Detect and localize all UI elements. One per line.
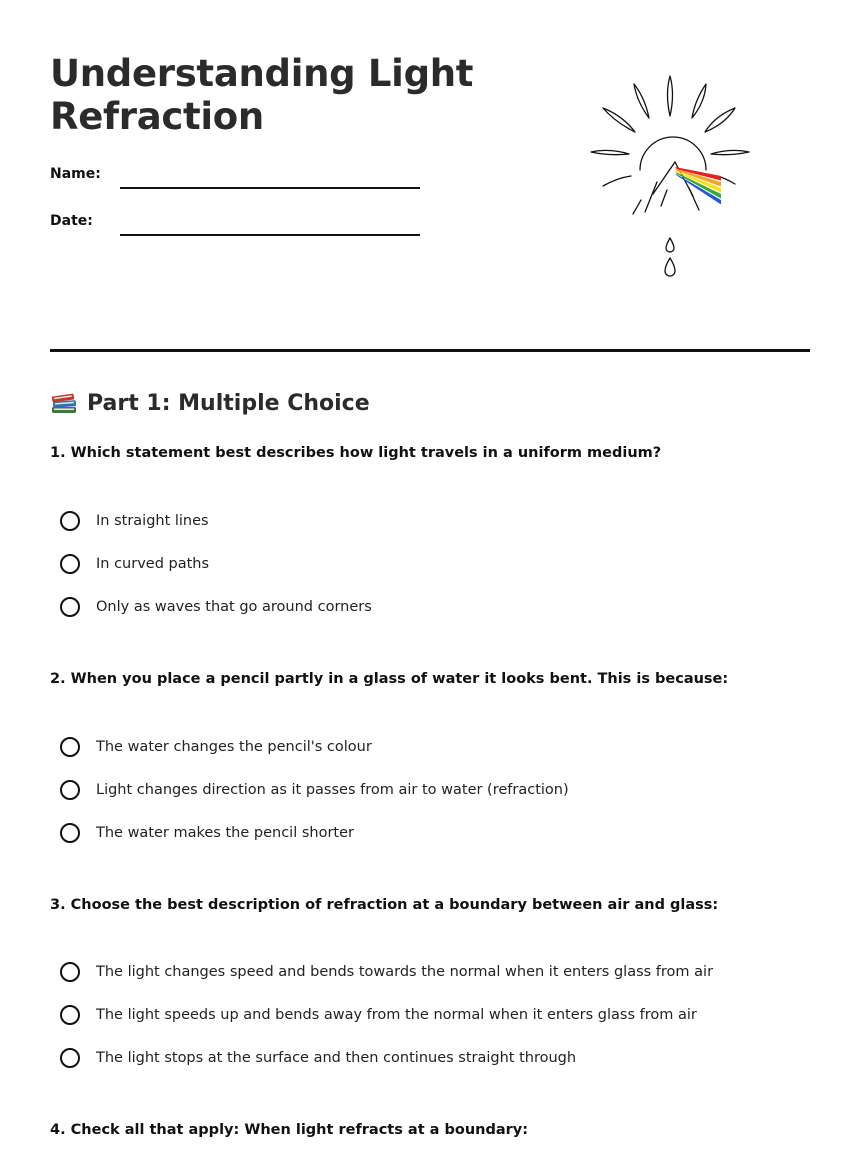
q3-option-1[interactable] — [60, 962, 713, 982]
sun-prism-raindrop-icon — [585, 72, 755, 287]
radio-button[interactable] — [60, 597, 80, 617]
question-4: 4. Check all that apply: When light refracts at a boundary: — [50, 1122, 529, 1138]
option-label: Only as waves that go around corners — [96, 599, 372, 615]
radio-button[interactable] — [60, 823, 80, 843]
radio-button[interactable] — [60, 962, 80, 982]
option-label: The light changes speed and bends towards the normal when it enters glass from air — [96, 964, 714, 980]
option-label: In curved paths — [96, 556, 210, 572]
option-label: The light speeds up and bends away from the normal when it enters glass from air — [96, 1007, 697, 1023]
q2-option-2[interactable] — [60, 780, 569, 800]
question-2: 2. When you place a pencil partly in a glass of water it looks bent. This is because: — [50, 671, 729, 687]
radio-button[interactable] — [60, 1005, 80, 1025]
option-label: In straight lines — [96, 513, 209, 529]
title-line-2: Refraction — [50, 95, 264, 138]
option-label: The water makes the pencil shorter — [96, 825, 354, 841]
q1-option-3[interactable] — [60, 597, 372, 617]
question-1: 1. Which statement best describes how light travels in a uniform medium? — [50, 445, 662, 461]
section-title-text: Part 1: Multiple Choice — [87, 390, 370, 416]
header-divider — [50, 349, 810, 352]
title-line-1: Understanding Light — [50, 52, 474, 95]
radio-button[interactable] — [60, 554, 80, 574]
option-label: The light stops at the surface and then continues straight through — [96, 1050, 577, 1066]
name-label: Name: — [50, 166, 101, 182]
q2-option-1[interactable] — [60, 737, 372, 757]
q1-option-2[interactable] — [60, 554, 209, 574]
question-3: 3. Choose the best description of refraction at a boundary between air and glass: — [50, 897, 719, 913]
q1-option-1[interactable] — [60, 511, 209, 531]
date-field[interactable] — [120, 234, 420, 236]
q2-option-3[interactable] — [60, 823, 354, 843]
radio-button[interactable] — [60, 511, 80, 531]
option-label: Light changes direction as it passes from air to water (refraction) — [96, 782, 569, 798]
radio-button[interactable] — [60, 1048, 80, 1068]
name-field[interactable] — [120, 187, 420, 189]
page-title — [50, 52, 473, 138]
date-label: Date: — [50, 213, 93, 229]
option-label: The water changes the pencil's colour — [96, 739, 372, 755]
q3-option-3[interactable] — [60, 1048, 576, 1068]
radio-button[interactable] — [60, 737, 80, 757]
radio-button[interactable] — [60, 780, 80, 800]
q3-option-2[interactable] — [60, 1005, 697, 1025]
books-icon — [50, 389, 78, 417]
section-title — [50, 389, 370, 417]
